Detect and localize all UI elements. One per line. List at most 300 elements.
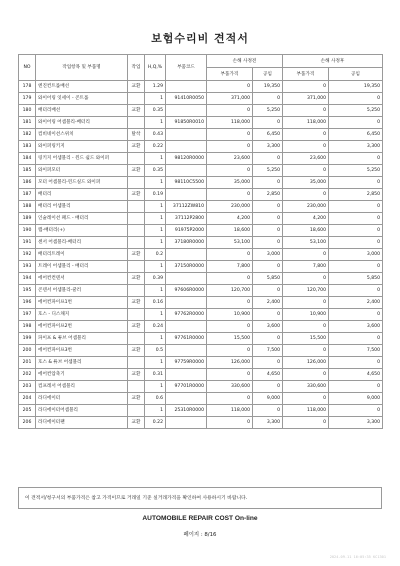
cell-item: 에어컨컨덴서 (36, 273, 128, 285)
cell-code: 98120R0000 (166, 153, 207, 165)
cell-no: 191 (19, 237, 36, 249)
cell-before-parts-price: 15,500 (207, 333, 253, 345)
cell-work: 교환 (128, 417, 145, 429)
cell-work: 교환 (128, 321, 145, 333)
cell-item: 와이퍼링키지 (36, 141, 128, 153)
cell-code (166, 417, 207, 429)
table-row (19, 225, 383, 237)
cell-after-parts-price: 126,000 (283, 357, 329, 369)
cell-item: 콘덴서 어셈블리-쿨러 (36, 285, 128, 297)
cell-after-labor: 0 (329, 261, 383, 273)
cell-after-labor: 0 (329, 285, 383, 297)
cell-item: 호스 & 튜브 어셈블리 (36, 357, 128, 369)
cell-before-parts-price: 0 (207, 249, 253, 261)
cell-hq: 0.24 (145, 321, 166, 333)
cell-before-labor: 6,450 (253, 129, 283, 141)
cell-code (166, 249, 207, 261)
cell-no: 206 (19, 417, 36, 429)
cell-item: 배터리트레이 (36, 249, 128, 261)
table-row (19, 141, 383, 153)
cell-work: 교환 (128, 273, 145, 285)
cell-code (166, 129, 207, 141)
cell-after-parts-price: 0 (283, 189, 329, 201)
header-before-labor: 공임 (253, 68, 283, 81)
cell-item: 에어컨파이프3번 (36, 345, 128, 357)
cell-before-labor: 0 (253, 333, 283, 345)
cell-hq: 1 (145, 333, 166, 345)
cell-hq: 0.2 (145, 249, 166, 261)
cell-before-parts-price: 330,600 (207, 381, 253, 393)
cell-before-labor: 3,000 (253, 249, 283, 261)
cell-after-labor: 0 (329, 225, 383, 237)
cell-hq: 0.6 (145, 393, 166, 405)
cell-work (128, 357, 145, 369)
cell-before-labor: 0 (253, 153, 283, 165)
cell-after-labor: 2,850 (329, 189, 383, 201)
cell-code (166, 81, 207, 93)
cell-after-labor: 0 (329, 117, 383, 129)
cell-code (166, 141, 207, 153)
cell-after-parts-price: 53,100 (283, 237, 329, 249)
cell-item: 와이퍼모터 (36, 165, 128, 177)
cell-after-parts-price: 0 (283, 417, 329, 429)
cell-code: 37180R0000 (166, 237, 207, 249)
cell-no: 185 (19, 165, 36, 177)
cell-before-labor: 0 (253, 309, 283, 321)
cell-before-labor: 0 (253, 213, 283, 225)
cell-after-labor: 9,000 (329, 393, 383, 405)
cell-item: 링키지 어셈블리 - 윈드 쉴드 와이퍼 (36, 153, 128, 165)
cell-hq: 1 (145, 237, 166, 249)
cell-before-parts-price: 230,000 (207, 201, 253, 213)
cell-hq: 1 (145, 153, 166, 165)
cell-no: 187 (19, 189, 36, 201)
cell-after-labor: 0 (329, 153, 383, 165)
cell-before-labor: 3,600 (253, 321, 283, 333)
cell-code: 98110C5500 (166, 177, 207, 189)
cell-item: 센서 어셈블리-배터리 (36, 237, 128, 249)
table-row (19, 165, 383, 177)
cell-no: 202 (19, 369, 36, 381)
cell-before-parts-price: 0 (207, 141, 253, 153)
cell-hq: 0.22 (145, 141, 166, 153)
cell-before-parts-price: 0 (207, 417, 253, 429)
cell-no: 197 (19, 309, 36, 321)
cell-item: 배터리배선 (36, 105, 128, 117)
cell-after-labor: 2,400 (329, 297, 383, 309)
cell-before-parts-price: 118,000 (207, 405, 253, 417)
table-row (19, 333, 383, 345)
header-item: 작업항목 및 부품명 (36, 55, 128, 81)
cell-code (166, 321, 207, 333)
cell-before-parts-price: 118,000 (207, 117, 253, 129)
cell-item: 와이어링 잇세이 - 콘트롤 (36, 93, 128, 105)
cell-work: 교환 (128, 249, 145, 261)
cell-work (128, 333, 145, 345)
table-row (19, 249, 383, 261)
cell-after-labor: 5,250 (329, 105, 383, 117)
cell-hq: 0.16 (145, 297, 166, 309)
header-before-parts-price: 부품가격 (207, 68, 253, 81)
table-row (19, 345, 383, 357)
cell-after-parts-price: 10,900 (283, 309, 329, 321)
table-row (19, 381, 383, 393)
table-row (19, 189, 383, 201)
cell-hq: 1 (145, 405, 166, 417)
header-after-adjustment: 손해 사정후 (283, 55, 383, 68)
header-after-parts-price: 부품가격 (283, 68, 329, 81)
cell-hq: 1 (145, 117, 166, 129)
cell-no: 184 (19, 153, 36, 165)
cell-before-parts-price: 0 (207, 165, 253, 177)
cell-before-labor: 3,300 (253, 417, 283, 429)
cell-after-parts-price: 0 (283, 105, 329, 117)
cell-work (128, 201, 145, 213)
cell-no: 203 (19, 381, 36, 393)
cell-work: 탈착 (128, 129, 145, 141)
cell-code: 97701R0000 (166, 381, 207, 393)
cell-before-parts-price: 23,600 (207, 153, 253, 165)
cell-before-parts-price: 35,000 (207, 177, 253, 189)
cell-no: 188 (19, 201, 36, 213)
header-after-labor: 공임 (329, 68, 383, 81)
cell-no: 189 (19, 213, 36, 225)
cell-before-labor: 5,850 (253, 273, 283, 285)
cell-before-labor: 3,300 (253, 141, 283, 153)
cell-after-parts-price: 7,800 (283, 261, 329, 273)
cell-work (128, 381, 145, 393)
cell-no: 194 (19, 273, 36, 285)
cell-item: 랩-배터리(+) (36, 225, 128, 237)
cell-after-parts-price: 0 (283, 249, 329, 261)
document-title: 보험수리비 견적서 (151, 32, 249, 45)
print-timestamp: 2024-09-11 16:05:35 KC1301 (329, 555, 386, 559)
cell-before-labor: 5,250 (253, 105, 283, 117)
cell-before-labor: 2,400 (253, 297, 283, 309)
cell-code: 97606R0000 (166, 285, 207, 297)
header-row-1 (19, 55, 383, 68)
cell-before-parts-price: 0 (207, 345, 253, 357)
cell-after-parts-price: 118,000 (283, 405, 329, 417)
cell-item: 배터리 어셈블리 (36, 201, 128, 213)
cell-before-parts-price: 7,800 (207, 261, 253, 273)
cell-hq: 1 (145, 225, 166, 237)
cell-after-parts-price: 0 (283, 345, 329, 357)
cell-before-labor: 0 (253, 201, 283, 213)
cell-work (128, 237, 145, 249)
table-row (19, 417, 383, 429)
cell-before-parts-price: 53,100 (207, 237, 253, 249)
table-row (19, 129, 383, 141)
cell-after-labor: 3,600 (329, 321, 383, 333)
cell-no: 178 (19, 81, 36, 93)
cell-hq: 1 (145, 357, 166, 369)
cell-work (128, 309, 145, 321)
cell-item: 에어컨파이프2번 (36, 321, 128, 333)
cell-code (166, 189, 207, 201)
cell-hq: 0.5 (145, 345, 166, 357)
cell-before-labor: 0 (253, 405, 283, 417)
cell-after-labor: 3,300 (329, 417, 383, 429)
cell-before-labor: 0 (253, 237, 283, 249)
cell-item: 라디에이터팬 (36, 417, 128, 429)
cell-after-parts-price: 0 (283, 141, 329, 153)
cell-code (166, 165, 207, 177)
cell-before-labor: 0 (253, 285, 283, 297)
cell-after-labor: 0 (329, 309, 383, 321)
cell-before-labor: 19,350 (253, 81, 283, 93)
cell-hq: 1 (145, 201, 166, 213)
cell-no: 199 (19, 333, 36, 345)
table-row (19, 81, 383, 93)
cell-work (128, 285, 145, 297)
cell-code: 37112P2800 (166, 213, 207, 225)
cell-after-parts-price: 120,700 (283, 285, 329, 297)
cell-item: 와이어링 어셈블리-배터리 (36, 117, 128, 129)
cell-after-parts-price: 330,600 (283, 381, 329, 393)
cell-item: 엔진컨트롤배선 (36, 81, 128, 93)
header-work: 작업 (128, 55, 145, 81)
table-row (19, 321, 383, 333)
cell-after-labor: 0 (329, 405, 383, 417)
cell-work: 교환 (128, 189, 145, 201)
cell-work: 교환 (128, 369, 145, 381)
cell-code (166, 273, 207, 285)
cell-no: 182 (19, 129, 36, 141)
cell-before-parts-price: 18,600 (207, 225, 253, 237)
cell-after-labor: 0 (329, 237, 383, 249)
cell-work (128, 177, 145, 189)
cell-item: 호스 - 디스채지 (36, 309, 128, 321)
price-notice: 이 견적서/청구서의 부품가격은 참고 가격이므로 거래일 기준 실거래가격을 확인하여 사용하시기 바랍니다. (18, 487, 382, 509)
table-row (19, 117, 383, 129)
cell-no: 201 (19, 357, 36, 369)
cell-after-labor: 0 (329, 333, 383, 345)
cell-before-parts-price: 0 (207, 273, 253, 285)
cell-no: 205 (19, 405, 36, 417)
cell-code: 97761R0000 (166, 333, 207, 345)
cell-after-labor: 0 (329, 213, 383, 225)
table-row (19, 105, 383, 117)
cell-before-labor: 9,000 (253, 393, 283, 405)
table-row (19, 177, 383, 189)
cell-after-parts-price: 0 (283, 81, 329, 93)
cell-work (128, 153, 145, 165)
cell-hq: 0.31 (145, 369, 166, 381)
table-row (19, 297, 383, 309)
cell-no: 183 (19, 141, 36, 153)
cell-no: 186 (19, 177, 36, 189)
cell-item: 모터 어셈블리-윈드실드 와이퍼 (36, 177, 128, 189)
cell-before-labor: 0 (253, 225, 283, 237)
cell-before-labor: 0 (253, 381, 283, 393)
cell-item: 트레이 어셈블리 - 배터리 (36, 261, 128, 273)
cell-hq: 1 (145, 285, 166, 297)
cell-work (128, 117, 145, 129)
cell-code: 25310R0000 (166, 405, 207, 417)
cell-no: 181 (19, 117, 36, 129)
cell-no: 195 (19, 285, 36, 297)
cell-item: 배터리 (36, 189, 128, 201)
cell-before-labor: 2,850 (253, 189, 283, 201)
cell-code: 91850R0010 (166, 117, 207, 129)
cell-no: 192 (19, 249, 36, 261)
table-row (19, 405, 383, 417)
cell-code (166, 105, 207, 117)
header-before-adjustment: 손해 사정전 (207, 55, 283, 68)
cell-after-parts-price: 15,500 (283, 333, 329, 345)
cell-after-parts-price: 0 (283, 297, 329, 309)
cell-after-labor: 3,000 (329, 249, 383, 261)
cell-after-labor: 3,300 (329, 141, 383, 153)
cell-hq: 0.35 (145, 165, 166, 177)
cell-before-parts-price: 0 (207, 369, 253, 381)
cell-hq: 0.35 (145, 105, 166, 117)
cell-work (128, 225, 145, 237)
table-row (19, 201, 383, 213)
cell-work: 교환 (128, 141, 145, 153)
cell-after-labor: 0 (329, 201, 383, 213)
cell-after-labor: 5,250 (329, 165, 383, 177)
cell-after-labor: 0 (329, 177, 383, 189)
cell-after-labor: 5,850 (329, 273, 383, 285)
cell-after-labor: 4,650 (329, 369, 383, 381)
table-row (19, 273, 383, 285)
cell-item: 에어컨파이프1번 (36, 297, 128, 309)
cell-after-labor: 0 (329, 357, 383, 369)
cell-code: 91410R0050 (166, 93, 207, 105)
page-number: 페이지 : 8/16 (183, 532, 217, 538)
cell-no: 190 (19, 225, 36, 237)
table-row (19, 369, 383, 381)
table-row (19, 213, 383, 225)
cell-item: 컴프레서 어셈블리 (36, 381, 128, 393)
cell-hq: 1 (145, 309, 166, 321)
cell-before-labor: 4,650 (253, 369, 283, 381)
cell-code (166, 393, 207, 405)
cell-no: 179 (19, 93, 36, 105)
cell-after-parts-price: 0 (283, 273, 329, 285)
cell-before-parts-price: 0 (207, 189, 253, 201)
cell-hq: 0.39 (145, 273, 166, 285)
cell-work: 교환 (128, 393, 145, 405)
cell-after-parts-price: 0 (283, 165, 329, 177)
cell-after-parts-price: 230,000 (283, 201, 329, 213)
cell-no: 193 (19, 261, 36, 273)
cell-code: 91975P2000 (166, 225, 207, 237)
cell-item: 라디에이터어셈블리 (36, 405, 128, 417)
cell-before-parts-price: 0 (207, 321, 253, 333)
cell-hq: 1 (145, 213, 166, 225)
header-no: NO (19, 55, 36, 81)
table-row (19, 309, 383, 321)
cell-item: 에어컨압축기 (36, 369, 128, 381)
cell-item: 인슐레이션 패드 - 배터리 (36, 213, 128, 225)
estimate-rows (19, 81, 383, 429)
cell-before-labor: 0 (253, 93, 283, 105)
cell-after-parts-price: 0 (283, 321, 329, 333)
footer-brand: AUTOMOBILE REPAIR COST On-line (142, 515, 258, 522)
cell-before-parts-price: 10,900 (207, 309, 253, 321)
cell-hq: 0.22 (145, 417, 166, 429)
cell-before-parts-price: 4,200 (207, 213, 253, 225)
cell-after-labor: 0 (329, 93, 383, 105)
cell-before-labor: 0 (253, 177, 283, 189)
cell-after-parts-price: 23,600 (283, 153, 329, 165)
cell-after-parts-price: 35,000 (283, 177, 329, 189)
cell-code: 37112ZW810 (166, 201, 207, 213)
cell-after-parts-price: 118,000 (283, 117, 329, 129)
table-row (19, 393, 383, 405)
header-code: 부품코드 (166, 55, 207, 81)
cell-code (166, 345, 207, 357)
cell-no: 196 (19, 297, 36, 309)
cell-no: 200 (19, 345, 36, 357)
cell-after-parts-price: 18,600 (283, 225, 329, 237)
cell-work: 교환 (128, 345, 145, 357)
estimate-table (18, 54, 383, 429)
cell-work: 교환 (128, 105, 145, 117)
cell-no: 198 (19, 321, 36, 333)
cell-hq: 1 (145, 93, 166, 105)
cell-before-parts-price: 0 (207, 81, 253, 93)
cell-after-labor: 7,500 (329, 345, 383, 357)
cell-work: 교환 (128, 165, 145, 177)
table-row (19, 153, 383, 165)
cell-after-labor: 0 (329, 381, 383, 393)
cell-code: 37150R0000 (166, 261, 207, 273)
cell-after-parts-price: 371,000 (283, 93, 329, 105)
cell-hq: 1 (145, 261, 166, 273)
cell-work: 교환 (128, 81, 145, 93)
cell-item: 파이프 & 튜브 어셈블리 (36, 333, 128, 345)
cell-work: 교환 (128, 297, 145, 309)
table-row (19, 261, 383, 273)
cell-no: 180 (19, 105, 36, 117)
table-row (19, 357, 383, 369)
cell-before-labor: 0 (253, 357, 283, 369)
cell-before-parts-price: 120,700 (207, 285, 253, 297)
cell-work (128, 93, 145, 105)
cell-code (166, 297, 207, 309)
cell-no: 204 (19, 393, 36, 405)
cell-code (166, 369, 207, 381)
cell-before-labor: 5,250 (253, 165, 283, 177)
cell-before-parts-price: 126,000 (207, 357, 253, 369)
cell-before-parts-price: 0 (207, 105, 253, 117)
cell-before-labor: 0 (253, 117, 283, 129)
cell-hq: 1 (145, 381, 166, 393)
cell-after-parts-price: 4,200 (283, 213, 329, 225)
cell-hq: 1.29 (145, 81, 166, 93)
cell-item: 컴비네이션스위치 (36, 129, 128, 141)
cell-after-labor: 19,350 (329, 81, 383, 93)
cell-code: 97759R0000 (166, 357, 207, 369)
cell-work (128, 213, 145, 225)
cell-work (128, 261, 145, 273)
cell-after-labor: 6,450 (329, 129, 383, 141)
cell-after-parts-price: 0 (283, 129, 329, 141)
cell-after-parts-price: 0 (283, 369, 329, 381)
cell-hq: 1 (145, 177, 166, 189)
header-hq: H,Q,% (145, 55, 166, 81)
cell-work (128, 405, 145, 417)
cell-code: 97762R0000 (166, 309, 207, 321)
table-row (19, 237, 383, 249)
cell-before-labor: 7,500 (253, 345, 283, 357)
table-row (19, 285, 383, 297)
cell-before-parts-price: 0 (207, 297, 253, 309)
